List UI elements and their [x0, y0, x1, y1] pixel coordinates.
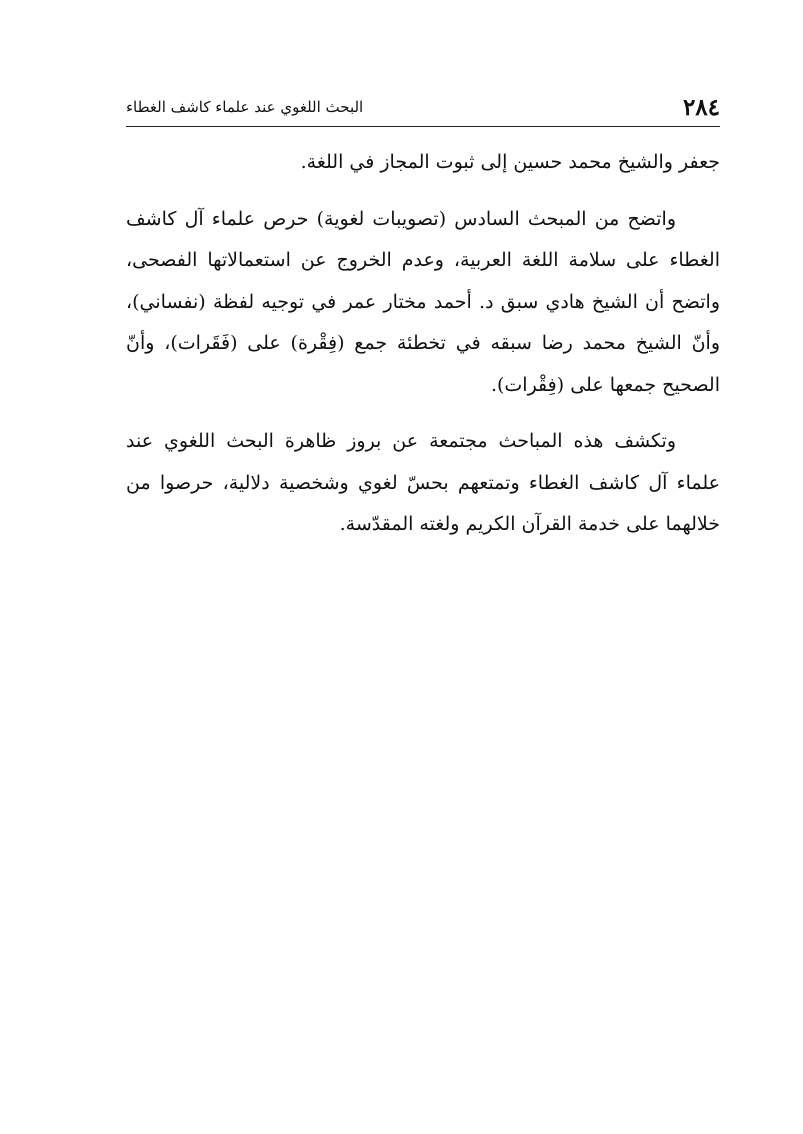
- body-text: [126, 142, 720, 561]
- running-title: البحث اللغوي عند علماء كاشف الغطاء: [126, 98, 364, 116]
- paragraph-conclusion: وتكشف هذه المباحث مجتمعة عن بروز ظاهرة البحث اللغوي عند علماء آل كاشف الغطاء وتمتعهم بحسّ لغوي وشخصية دلالية، حرصوا من خلالهما على خدمة القرآن الكريم ولغته المقدّسة.: [126, 430, 720, 535]
- paragraph-continuation: جعفر والشيخ محمد حسين إلى ثبوت المجاز في اللغة.: [300, 151, 720, 173]
- paragraph-tasweebat: واتضح من المبحث السادس (تصويبات لغوية) حرص علماء آل كاشف الغطاء على سلامة اللغة العربية، وعدم الخروج عن استعمالاتها الفصحى، واتضح أن الشيخ هادي سبق د. أحمد مختار عمر في توجيه لفظة (نفساني)، وأنّ الشيخ محمد رضا سبقه في تخطئة جمع (فِقْرة) على (فَقَرات)، وأنّ الصحيح جمعها على (فِقْرات).: [126, 207, 720, 396]
- header-divider: [126, 126, 720, 127]
- page-number: ٢٨٤: [682, 93, 720, 121]
- running-header: [126, 92, 720, 122]
